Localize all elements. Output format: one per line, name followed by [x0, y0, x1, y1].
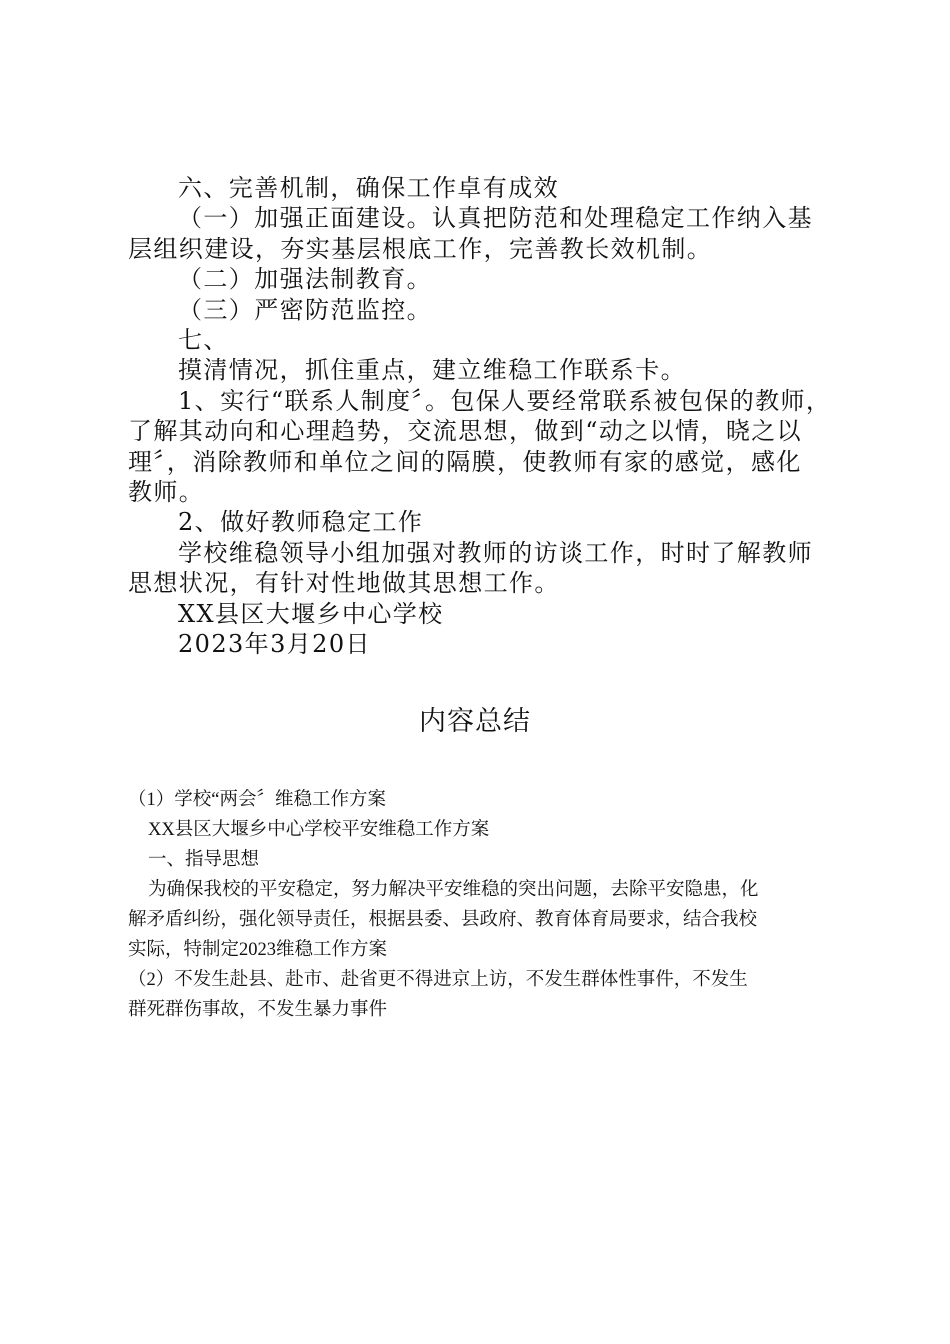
section-heading: 六、完善机制，确保工作卓有成效	[178, 174, 559, 202]
summary-body	[128, 785, 840, 1025]
paragraph-line: 2、做好教师稳定工作	[178, 508, 424, 537]
summary-line: （2）不发生赴县、赴市、赴省更不得进京上访，不发生群体性事件，不发生	[128, 970, 748, 990]
section-heading: 七、	[178, 326, 229, 355]
summary-line: （1）学校“两会〞维稳工作方案	[128, 790, 386, 810]
summary-line: 为确保我校的平安稳定，努力解决平安维稳的突出问题，去除平安隐患，化	[148, 880, 759, 900]
paragraph-line: （一）加强正面建设。认真把防范和处理稳定工作纳入基	[178, 204, 813, 233]
paragraph-line: （二）加强法制教育。	[178, 265, 432, 294]
signature-organization: XX县区大堰乡中心学校	[178, 599, 444, 628]
paragraph-line: 了解其动向和心理趋势，交流思想，做到“动之以情，晓之以	[128, 417, 803, 446]
paragraph-line: 理〞，消除教师和单位之间的隔膜，使教师有家的感觉，感化	[128, 447, 802, 476]
paragraph-line: 教师。	[128, 478, 205, 507]
paragraph-line: 1、实行“联系人制度〞。包保人要经常联系被包保的教师，	[178, 386, 832, 415]
paragraph-line: （三）严密防范监控。	[178, 295, 432, 324]
document-body	[128, 173, 840, 660]
paragraph-line: 思想状况，有针对性地做其思想工作。	[128, 569, 560, 598]
paragraph-line: 摸清情况，抓住重点，建立维稳工作联系卡。	[178, 356, 686, 385]
summary-title: 内容总结	[419, 706, 531, 737]
summary-line: XX县区大堰乡中心学校平安维稳工作方案	[148, 820, 490, 840]
paragraph-line: 学校维稳领导小组加强对教师的访谈工作，时时了解教师	[178, 538, 813, 567]
summary-line: 实际，特制定2023维稳工作方案	[128, 940, 388, 960]
summary-line: 群死群伤事故，不发生暴力事件	[128, 1000, 388, 1020]
signature-date: 2023年3月20日	[178, 630, 371, 659]
paragraph-line: 层组织建设，夯实基层根底工作，完善教长效机制。	[128, 234, 713, 263]
summary-line: 一、指导思想	[148, 850, 260, 870]
summary-line: 解矛盾纠纷，强化领导责任，根据县委、县政府、教育体育局要求，结合我校	[128, 910, 758, 930]
